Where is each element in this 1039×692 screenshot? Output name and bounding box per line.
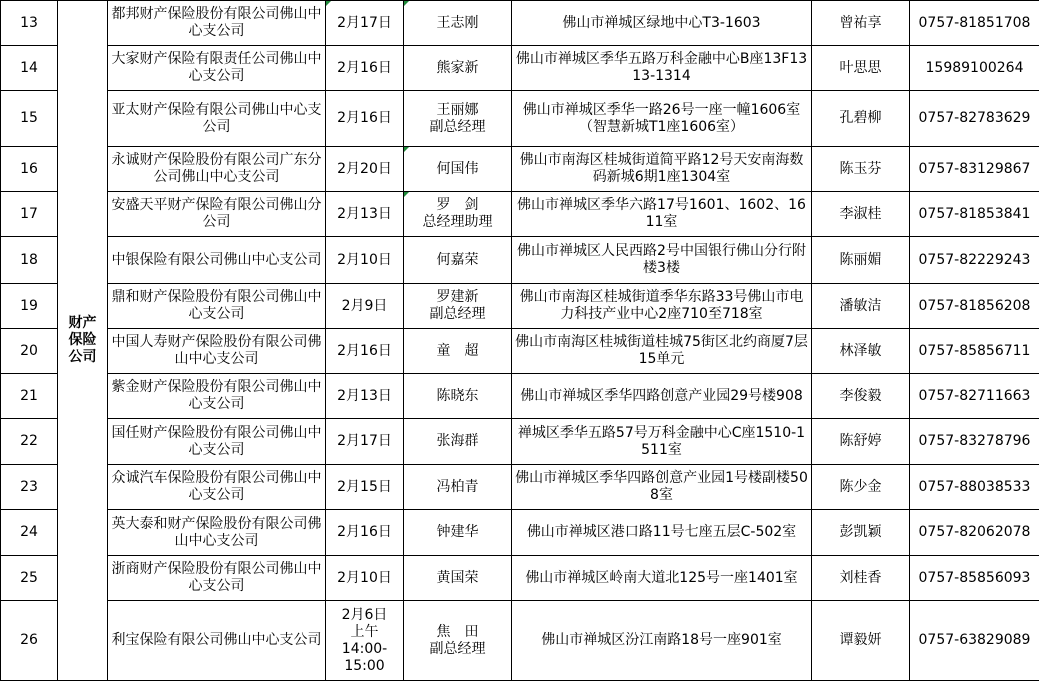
- company-cell: 永诚财产保险股份有限公司广东分公司佛山中心支公司: [108, 147, 326, 192]
- person-cell: 陈晓东: [404, 374, 512, 419]
- person-cell: 童 超: [404, 329, 512, 374]
- company-cell: 亚太财产保险有限公司佛山中心支公司: [108, 91, 326, 147]
- date-cell: 2月16日: [326, 510, 404, 556]
- row-number-cell: 14: [1, 46, 58, 91]
- address-cell: 佛山市禅城区季华五路万科金融中心B座13F1313-1314: [512, 46, 812, 91]
- address-cell: 佛山市禅城区季华四路创意产业园29号楼908: [512, 374, 812, 419]
- phone-cell: 0757-81856208: [910, 284, 1039, 329]
- date-cell: 2月16日: [326, 91, 404, 147]
- contact-cell: 孔碧柳: [812, 91, 910, 147]
- table-row: [1, 284, 1039, 329]
- row-number-cell: 21: [1, 374, 58, 419]
- phone-cell: 0757-83278796: [910, 419, 1039, 465]
- address-cell: 佛山市禅城区季华六路17号1601、1602、1611室: [512, 192, 812, 237]
- table-body: [1, 1, 1039, 681]
- phone-cell: 0757-63829089: [910, 601, 1039, 681]
- row-number-cell: 20: [1, 329, 58, 374]
- address-cell: 佛山市南海区桂城街道桂城75街区北约商厦7层15单元: [512, 329, 812, 374]
- person-cell: 钟建华: [404, 510, 512, 556]
- row-number-cell: 16: [1, 147, 58, 192]
- date-cell: 2月13日: [326, 374, 404, 419]
- row-number-cell: 23: [1, 465, 58, 510]
- person-cell: 黄国荣: [404, 556, 512, 601]
- row-number-cell: 18: [1, 237, 58, 284]
- person-cell: 张海群: [404, 419, 512, 465]
- company-cell: 浙商财产保险股份有限公司佛山中心支公司: [108, 556, 326, 601]
- person-cell: 何嘉荣: [404, 237, 512, 284]
- company-cell: 国任财产保险股份有限公司佛山中心支公司: [108, 419, 326, 465]
- company-cell: 英大泰和财产保险股份有限公司佛山中心支公司: [108, 510, 326, 556]
- contact-cell: 陈舒婷: [812, 419, 910, 465]
- row-number-cell: 15: [1, 91, 58, 147]
- person-cell: 焦 田 副总经理: [404, 601, 512, 681]
- table-row: [1, 192, 1039, 237]
- table-row: [1, 465, 1039, 510]
- row-number-cell: 24: [1, 510, 58, 556]
- company-cell: 大家财产保险有限责任公司佛山中心支公司: [108, 46, 326, 91]
- address-cell: 佛山市禅城区汾江南路18号一座901室: [512, 601, 812, 681]
- company-cell: 利宝保险有限公司佛山中心支公司: [108, 601, 326, 681]
- date-cell: 2月17日: [326, 1, 404, 46]
- person-cell: 罗建新 副总经理: [404, 284, 512, 329]
- address-cell: 佛山市南海区桂城街道季华东路33号佛山市电力科技产业中心2座710至718室: [512, 284, 812, 329]
- date-cell: 2月13日: [326, 192, 404, 237]
- date-cell: 2月9日: [326, 284, 404, 329]
- row-number-cell: 17: [1, 192, 58, 237]
- company-cell: 紫金财产保险股份有限公司佛山中心支公司: [108, 374, 326, 419]
- table-row: [1, 556, 1039, 601]
- table-row: [1, 1, 1039, 46]
- phone-cell: 0757-82229243: [910, 237, 1039, 284]
- table-row: [1, 329, 1039, 374]
- category-label: 财产保险公司: [68, 315, 97, 365]
- table-row: [1, 91, 1039, 147]
- category-cell: [58, 1, 108, 681]
- person-cell: 冯柏青: [404, 465, 512, 510]
- contact-cell: 潘敏洁: [812, 284, 910, 329]
- phone-cell: 0757-82711663: [910, 374, 1039, 419]
- table-row: [1, 237, 1039, 284]
- contact-cell: 陈少金: [812, 465, 910, 510]
- date-cell: 2月16日: [326, 329, 404, 374]
- company-cell: 都邦财产保险股份有限公司佛山中心支公司: [108, 1, 326, 46]
- address-cell: 佛山市禅城区绿地中心T3-1603: [512, 1, 812, 46]
- contact-cell: 刘桂香: [812, 556, 910, 601]
- phone-cell: 0757-82062078: [910, 510, 1039, 556]
- company-cell: 鼎和财产保险股份有限公司佛山中心支公司: [108, 284, 326, 329]
- person-cell: 王志刚: [404, 1, 512, 46]
- company-cell: 中银保险有限公司佛山中心支公司: [108, 237, 326, 284]
- date-cell: 2月10日: [326, 556, 404, 601]
- contact-cell: 陈玉芬: [812, 147, 910, 192]
- contact-cell: 彭凯颖: [812, 510, 910, 556]
- address-cell: 禅城区季华五路57号万科金融中心C座1510-1511室: [512, 419, 812, 465]
- person-cell: 何国伟: [404, 147, 512, 192]
- person-cell: 熊家新: [404, 46, 512, 91]
- date-cell: 2月10日: [326, 237, 404, 284]
- contact-cell: 曾祐享: [812, 1, 910, 46]
- company-cell: 安盛天平财产保险有限公司佛山分公司: [108, 192, 326, 237]
- phone-cell: 0757-81853841: [910, 192, 1039, 237]
- row-number-cell: 26: [1, 601, 58, 681]
- date-cell: 2月20日: [326, 147, 404, 192]
- phone-cell: 0757-85856711: [910, 329, 1039, 374]
- date-cell: 2月17日: [326, 419, 404, 465]
- row-number-cell: 22: [1, 419, 58, 465]
- contact-cell: 叶思思: [812, 46, 910, 91]
- table-row: [1, 374, 1039, 419]
- person-cell: 王丽娜 副总经理: [404, 91, 512, 147]
- row-number-cell: 19: [1, 284, 58, 329]
- address-cell: 佛山市禅城区港口路11号七座五层C-502室: [512, 510, 812, 556]
- address-cell: 佛山市禅城区人民西路2号中国银行佛山分行附楼3楼: [512, 237, 812, 284]
- phone-cell: 15989100264: [910, 46, 1039, 91]
- table-row: [1, 510, 1039, 556]
- contact-cell: 李俊毅: [812, 374, 910, 419]
- phone-cell: 0757-88038533: [910, 465, 1039, 510]
- row-number-cell: 25: [1, 556, 58, 601]
- table-row: [1, 46, 1039, 91]
- row-number-cell: 13: [1, 1, 58, 46]
- contact-cell: 林泽敏: [812, 329, 910, 374]
- phone-cell: 0757-85856093: [910, 556, 1039, 601]
- date-cell: 2月15日: [326, 465, 404, 510]
- phone-cell: 0757-83129867: [910, 147, 1039, 192]
- contact-cell: 谭毅妍: [812, 601, 910, 681]
- date-cell: 2月6日 上午 14:00- 15:00: [326, 601, 404, 681]
- table-row: [1, 601, 1039, 681]
- address-cell: 佛山市禅城区季华四路创意产业园1号楼副楼508室: [512, 465, 812, 510]
- phone-cell: 0757-81851708: [910, 1, 1039, 46]
- company-cell: 中国人寿财产保险股份有限公司佛山中心支公司: [108, 329, 326, 374]
- date-cell: 2月16日: [326, 46, 404, 91]
- person-cell: 罗 剑 总经理助理: [404, 192, 512, 237]
- address-cell: 佛山市禅城区季华一路26号一座一幢1606室（智慧新城T1座1606室）: [512, 91, 812, 147]
- address-cell: 佛山市南海区桂城街道简平路12号天安南海数码新城6期1座1304室: [512, 147, 812, 192]
- address-cell: 佛山市禅城区岭南大道北125号一座1401室: [512, 556, 812, 601]
- table-row: [1, 419, 1039, 465]
- contact-cell: 李淑桂: [812, 192, 910, 237]
- contact-cell: 陈丽媚: [812, 237, 910, 284]
- company-cell: 众诚汽车保险股份有限公司佛山中心支公司: [108, 465, 326, 510]
- phone-cell: 0757-82783629: [910, 91, 1039, 147]
- table-row: [1, 147, 1039, 192]
